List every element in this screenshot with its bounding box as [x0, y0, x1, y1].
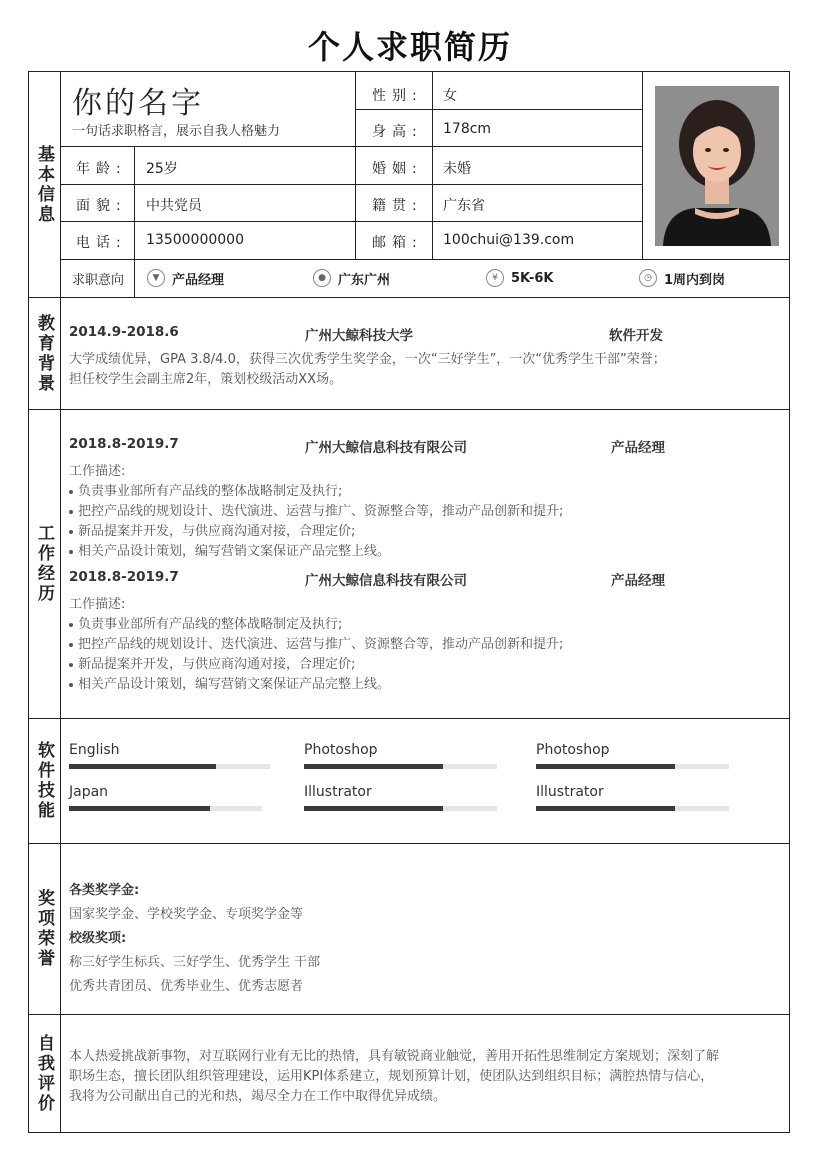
skill-name: Photoshop — [304, 742, 378, 758]
work-period: 2018.8-2019.7 — [69, 436, 179, 452]
intent-location: ● 广东广州 — [313, 268, 390, 288]
skill-bar — [69, 806, 262, 811]
work-bullet: 相关产品设计策划，编写营销文案保证产品完整上线。 — [69, 673, 390, 692]
section-label-awards: 奖项荣誉 — [34, 889, 54, 969]
value-phone: 13500000000 — [146, 232, 244, 248]
awards-scholarship-label: 各类奖学金: — [69, 883, 140, 898]
divider-basic-edu — [28, 297, 790, 298]
page-title: 个人求职简历 — [307, 28, 512, 66]
work-bullet: 新品提案并开发，与供应商沟通对接，合理定价; — [69, 653, 355, 672]
skill-bar-fill — [69, 764, 216, 769]
awards-school-line: 称三好学生标兵、三好学生、优秀学生 干部 — [69, 955, 321, 970]
label-phone: 电话: — [76, 235, 127, 251]
value-politics: 中共党员 — [146, 198, 202, 214]
work-bullet: 把控产品线的规划设计、迭代演进、运营与推广、资源整合等，推动产品创新和提升; — [69, 500, 563, 519]
candidate-motto: 一句话求职格言，展示自我人格魅力 — [72, 124, 281, 139]
location-icon: ● — [313, 269, 331, 287]
value-marital: 未婚 — [443, 161, 471, 177]
skill-bar-fill — [536, 806, 675, 811]
divider-skills-awards — [28, 843, 790, 844]
grid-line — [134, 146, 135, 259]
label-politics: 面貌: — [76, 198, 127, 214]
salary-icon: ¥ — [486, 269, 504, 287]
portrait-illustration — [655, 86, 779, 246]
section-label-self: 自我评价 — [34, 1034, 54, 1114]
work-period: 2018.8-2019.7 — [69, 569, 179, 585]
awards-school-line: 优秀共青团员、优秀毕业生、优秀志愿者 — [69, 979, 304, 994]
skill-name: English — [69, 742, 120, 758]
skill-bar-fill — [69, 806, 210, 811]
grid-line — [355, 71, 356, 259]
awards-scholarship: 国家奖学金、学校奖学金、专项奖学金等 — [69, 907, 304, 922]
work-bullet: 相关产品设计策划，编写营销文案保证产品完整上线。 — [69, 540, 390, 559]
work-company: 广州大鲸信息科技有限公司 — [305, 573, 467, 589]
grid-line — [134, 259, 135, 297]
work-bullet: 负责事业部所有产品线的整体战略制定及执行; — [69, 480, 342, 499]
skill-name: Japan — [69, 784, 109, 800]
work-desc-label: 工作描述: — [69, 597, 126, 612]
tie-icon: ▼ — [147, 269, 165, 287]
skill-name: Photoshop — [536, 742, 610, 758]
candidate-photo — [655, 86, 779, 246]
edu-line: 担任校学生会副主席2年，策划校级活动XX场。 — [69, 372, 343, 387]
section-label-work: 工作经历 — [34, 524, 54, 604]
label-gender: 性别: — [372, 88, 423, 104]
skill-bar — [304, 806, 497, 811]
edu-period: 2014.9-2018.6 — [69, 324, 179, 340]
skill-bar-fill — [304, 764, 443, 769]
divider-awards-self — [28, 1014, 790, 1015]
self-eval-line: 本人热爱挑战新事物，对互联网行业有无比的热情，具有敏锐商业触觉，善用开拓性思维制定方案规划；深刻了解 — [69, 1049, 720, 1064]
value-age: 25岁 — [146, 161, 178, 177]
skill-bar — [536, 764, 729, 769]
label-email: 邮箱: — [372, 235, 423, 251]
edu-school: 广州大鲸科技大学 — [305, 328, 413, 344]
edu-line: 大学成绩优异，GPA 3.8/4.0，获得三次优秀学生奖学金，一次“三好学生”，一次“优秀学生干部”荣誉； — [69, 352, 666, 367]
intent-availability: ◷ 1周内到岗 — [639, 268, 725, 288]
edu-major: 软件开发 — [609, 328, 663, 344]
divider-edu-work — [28, 409, 790, 410]
grid-line — [60, 259, 790, 260]
skill-name: Illustrator — [304, 784, 372, 800]
work-company: 广州大鲸信息科技有限公司 — [305, 440, 467, 456]
work-bullet: 负责事业部所有产品线的整体战略制定及执行; — [69, 613, 342, 632]
grid-line — [355, 109, 642, 110]
work-position: 产品经理 — [611, 440, 665, 456]
skill-bar — [69, 764, 270, 769]
value-origin: 广东省 — [443, 198, 485, 214]
label-column-divider — [60, 71, 61, 1133]
intent-label: 求职意向 — [71, 272, 124, 288]
skill-bar — [536, 806, 729, 811]
skill-bar — [304, 764, 497, 769]
work-position: 产品经理 — [611, 573, 665, 589]
section-label-skills: 软件技能 — [34, 741, 54, 821]
value-gender: 女 — [443, 88, 457, 104]
work-bullet: 把控产品线的规划设计、迭代演进、运营与推广、资源整合等，推动产品创新和提升; — [69, 633, 563, 652]
work-desc-label: 工作描述: — [69, 464, 126, 479]
grid-line — [642, 71, 643, 259]
grid-line — [60, 184, 642, 185]
grid-line — [432, 71, 433, 259]
grid-line — [60, 146, 642, 147]
label-height: 身高: — [372, 124, 423, 140]
skill-name: Illustrator — [536, 784, 604, 800]
awards-school-label: 校级奖项: — [69, 931, 127, 946]
value-height: 178cm — [443, 121, 492, 137]
self-eval-line: 我将为公司献出自己的光和热，竭尽全力在工作中取得优异成绩。 — [69, 1089, 447, 1104]
clock-icon: ◷ — [639, 269, 657, 287]
section-label-education: 教育背景 — [34, 313, 54, 394]
skill-bar-fill — [304, 806, 443, 811]
intent-salary: ¥ 5K-6K — [486, 268, 554, 288]
divider-work-skills — [28, 718, 790, 719]
value-email: 100chui@139.com — [443, 232, 575, 248]
label-marital: 婚姻: — [372, 161, 423, 177]
section-label-basic: 基本信息 — [34, 144, 54, 225]
intent-position: ▼ 产品经理 — [147, 268, 224, 288]
self-eval-line: 职场生态，擅长团队组织管理建设，运用KPI体系建立，规划预算计划，使团队达到组织目标；满腔热情与信心， — [69, 1069, 714, 1084]
label-origin: 籍贯: — [372, 198, 423, 214]
candidate-name: 你的名字 — [72, 86, 204, 121]
work-bullet: 新品提案并开发，与供应商沟通对接，合理定价; — [69, 520, 355, 539]
label-age: 年龄: — [76, 161, 127, 177]
grid-line — [60, 221, 642, 222]
skill-bar-fill — [536, 764, 675, 769]
